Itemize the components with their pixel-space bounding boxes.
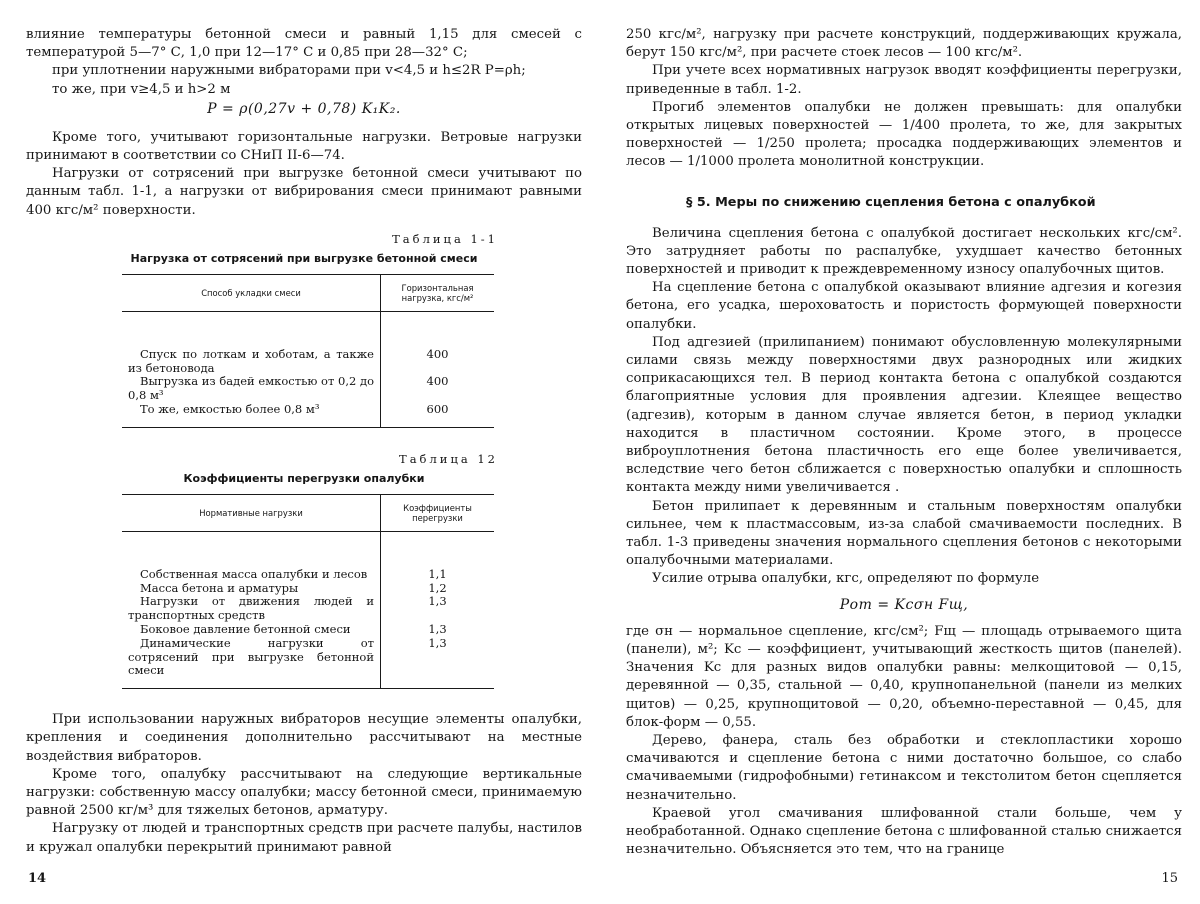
table-cell: 400 <box>426 346 449 361</box>
table-shock-loads <box>122 274 494 428</box>
table-title: Коэффициенты перегрузки опалубки <box>183 471 425 485</box>
table-cell: 1,1 <box>428 566 447 581</box>
page-number: 14 <box>28 871 47 886</box>
paragraph: Краевой угол смачивания шлифованной стали больше, чем у необработанной. Однако сцепление бетона с шлифованной сталью снижается незначительно. Объясняется это тем, что на границе <box>626 805 1182 858</box>
paragraph: при уплотнении наружными вибраторами при v<4,5 и h≤2R P=ρh; <box>52 63 526 79</box>
paragraph: 250 кгс/м², нагрузку при расчете конструкций, поддерживающих кружала, берут 150 кгс/м², при расчете стоек лесов — 100 кгс/м². <box>626 27 1182 61</box>
table-row <box>122 637 494 689</box>
paragraph: Кроме того, опалубку рассчитывают на следующие вертикальные нагрузки: собственную массу опалубки; массу бетонной смеси, принимаемую равной 2500 кг/м³ для тяжелых бетонов, арматуру. <box>26 766 582 819</box>
table-cell: Боковое давление бетонной смеси <box>140 622 351 636</box>
column-header: Коэффициенты перегрузки <box>381 494 495 531</box>
formula: Pот = Kсσн Fщ, <box>839 596 969 613</box>
page-number: 15 <box>1161 871 1178 886</box>
table-cell: 1,3 <box>428 594 447 609</box>
table-cell: Динамические нагрузки от сотрясений при выгрузке бетонной смеси <box>128 635 374 678</box>
paragraph: При учете всех нормативных нагрузок вводят коэффициенты перегрузки, приведенные в табл. 1-2. <box>626 63 1182 97</box>
paragraph: то же, при v≥4,5 и h>2 м <box>52 81 231 97</box>
paragraph: Прогиб элементов опалубки не должен превышать: для опалубки открытых лицевых поверхностей — 1/400 пролета, то же, для закрытых поверхностей — 1/250 пролета; просадка поддерживающих элементов и лесов — 1/1000 пролета монолитной конструкции. <box>626 99 1182 170</box>
column-header: Нормативные нагрузки <box>122 494 381 531</box>
column-header: Горизонтальная нагрузка, кгс/м² <box>381 274 495 311</box>
section-heading: § 5. Меры по снижению сцепления бетона с опалубкой <box>686 194 1096 210</box>
table-cell: Спуск по лоткам и хоботам, а также из бетоновода <box>128 346 374 375</box>
table-cell: Масса бетона и арматуры <box>140 580 299 595</box>
paragraph: На сцепление бетона с опалубкой оказывают влияние адгезия и когезия бетона, его усадка, шероховатость и пористость формующей поверхности опалубки. <box>626 280 1182 332</box>
paragraph: Усилие отрыва опалубки, кгс, определяют по формуле <box>652 571 1040 587</box>
table-row <box>122 582 494 596</box>
left-page <box>26 26 582 886</box>
paragraph: Нагрузку от людей и транспортных средств при расчете палубы, настилов и кружал опалубки перекрытий принимают равной <box>26 821 582 855</box>
table-label: Таблица 12 <box>399 451 498 466</box>
paragraph: Дерево, фанера, сталь без обработки и стеклопластики хорошо смачиваются и сцепление бетона с ними достаточно большое, со слабо смачиваемыми (гидрофобными) гетинаксом и текстолитом бетон сцепляется незначительно. <box>626 732 1182 803</box>
table-cell: 400 <box>426 374 449 389</box>
table-row <box>122 531 494 581</box>
paragraph: Величина сцепления бетона с опалубкой достигает нескольких кгс/см². Это затрудняет работы по распалубке, ухудшает качество бетонных поверхностей и приводит к преждевременному износу опалубочных щитов. <box>626 225 1182 278</box>
paragraph: Кроме того, учитывают горизонтальные нагрузки. Ветровые нагрузки принимают в соответствии со СНиП II-6—74. <box>26 129 582 164</box>
table-cell: Нагрузки от движения людей и транспортных средств <box>128 594 374 623</box>
table-title-text: Нагрузка от сотрясений при выгрузке бетонной смеси <box>130 251 478 265</box>
table-cell: 1,3 <box>381 637 495 689</box>
table-title <box>26 252 582 266</box>
paragraph: где σн — нормальное сцепление, кгс/см²; Fщ — площадь отрываемого щита (панели), м²; Kс — коэффициент, учитывающий жесткость щитов (панелей). Значения Kс для разных видов опалубки равны: мелкощитовой — 0,15, деревянной — 0,35, стальной — 0,40, крупнопанельной (панели из мелких щитов) — 0,25, крупнощитовой — 0,20, объемно-переставной — 0,45, для блок-форм — 0,55. <box>626 623 1182 730</box>
table-cell: 1,2 <box>428 580 447 595</box>
table-cell: То же, емкостью более 0,8 м³ <box>140 402 320 417</box>
table-row <box>122 623 494 637</box>
column-header: Способ укладки смеси <box>122 274 381 311</box>
table-row <box>122 403 494 427</box>
right-page <box>626 26 1182 886</box>
table-row <box>122 311 494 375</box>
paragraph: Нагрузки от сотрясений при выгрузке бетонной смеси учитывают по данным табл. 1-1, а нагрузки от вибрирования смеси принимают равными 400 кгс/м² поверхности. <box>26 166 582 218</box>
table-cell: Собственная масса опалубки и лесов <box>140 566 368 581</box>
table-cell: 600 <box>381 403 495 427</box>
table-row <box>122 595 494 623</box>
paragraph: влияние температуры бетонной смеси и равный 1,15 для смесей с температурой 5—7° С, 1,0 при 12—17° С и 0,85 при 28—32° С; <box>26 27 582 61</box>
formula: P = ρ(0,27v + 0,78) K₁K₂. <box>207 100 401 117</box>
table-row <box>122 375 494 403</box>
table-cell: Выгрузка из бадей емкостью от 0,2 до 0,8 м³ <box>128 374 374 403</box>
table-overload-coefficients <box>122 494 494 689</box>
paragraph: Под адгезией (прилипанием) понимают обусловленную молекулярными силами связь между поверхностями двух разнородных или жидких соприкасающихся тел. В период контакта бетона с опалубкой создаются благоприятные условия для проявления адгезии. Клеящее вещество (адгезив), которым в данном случае является бетон, в период укладки находится в пластичном состоянии. Кроме этого, в процессе виброуплотнения бетона пластичность его еще более увеличивается, вследствие чего бетон сближается с поверхностью опалубки и сплошность контакта между ними увеличивается . <box>626 334 1182 496</box>
paragraph: Бетон прилипает к деревянным и стальным поверхностям опалубки сильнее, чем к пластмассовым, из-за слабой смачиваемости последних. В табл. 1-3 приведены значения нормального сцепления бетонов с некоторыми опалубочными материалами. <box>626 498 1182 569</box>
table-cell: 1,3 <box>428 622 447 636</box>
table-label: Таблица 1-1 <box>392 231 498 246</box>
paragraph: При использовании наружных вибраторов несущие элементы опалубки, крепления и соединения дополнительно рассчитывают на местные воздействия вибраторов. <box>26 712 582 764</box>
